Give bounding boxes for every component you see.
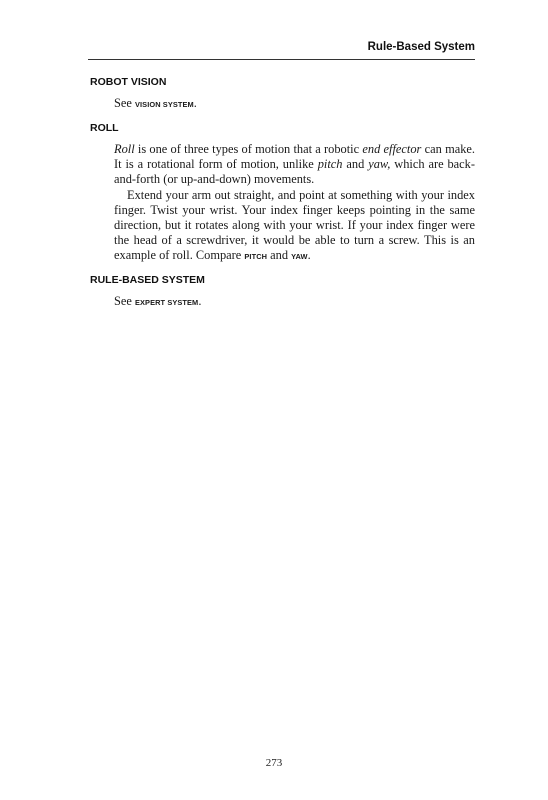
text-run: can make. It is a rotational form of motion, unlike bbox=[114, 142, 475, 172]
entry-heading: ROBOT VISION bbox=[90, 76, 167, 88]
entry-body bbox=[114, 294, 475, 310]
text-run: is one of three types of motion that a robotic bbox=[134, 142, 363, 156]
entry-heading: ROLL bbox=[90, 122, 119, 134]
see-label: See bbox=[114, 294, 132, 308]
italic-term: yaw, bbox=[368, 157, 391, 172]
punctuation: . bbox=[307, 248, 311, 263]
running-head: Rule-Based System bbox=[367, 41, 475, 53]
italic-term: pitch bbox=[317, 157, 343, 172]
entry-body bbox=[114, 142, 475, 265]
see-label: See bbox=[114, 96, 132, 110]
paragraph bbox=[114, 188, 475, 265]
text-run: Extend your arm out straight, and point at something with your index finger. Twist your wrist. Your index finger keeps pointing in the same direction, but it rotates along with your wrist. If your index finger were the head of a screwdriver, it would be able to turn a screw. This is an example of roll. Compare bbox=[114, 187, 475, 263]
punctuation: . bbox=[198, 294, 202, 308]
text-run: and bbox=[267, 248, 292, 263]
text-run: and bbox=[342, 157, 369, 172]
text-run: which are back-and-forth (or up-and-down) movements. bbox=[114, 157, 475, 187]
term: Roll bbox=[114, 142, 135, 156]
cross-reference-link[interactable]: EXPERT SYSTEM bbox=[135, 298, 199, 307]
entry-robot-vision bbox=[90, 76, 475, 112]
entry-body bbox=[114, 96, 475, 112]
cross-reference-link[interactable]: VISION SYSTEM bbox=[135, 100, 194, 109]
punctuation: . bbox=[193, 96, 197, 110]
page-number: 273 bbox=[265, 757, 283, 769]
entry-roll bbox=[90, 122, 475, 265]
cross-reference-link[interactable]: PITCH bbox=[244, 252, 268, 262]
italic-term: end effector bbox=[362, 142, 422, 156]
entry-heading: RULE-BASED SYSTEM bbox=[90, 274, 205, 286]
paragraph bbox=[114, 142, 475, 188]
entry-rule-based-system bbox=[90, 274, 475, 310]
header-rule bbox=[88, 59, 475, 60]
cross-reference-link[interactable]: YAW bbox=[291, 252, 308, 262]
